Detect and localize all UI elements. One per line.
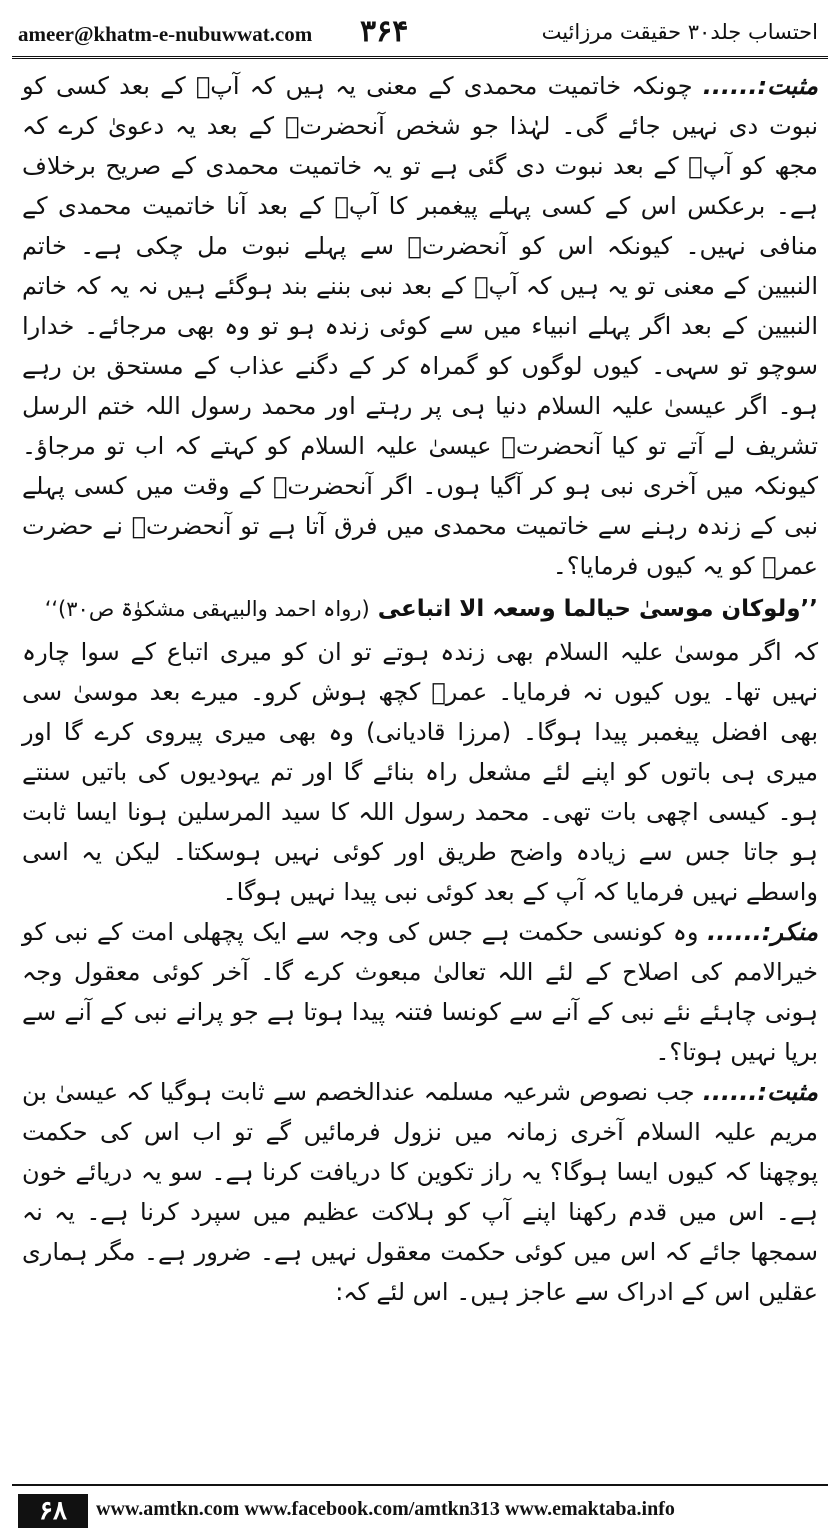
header-page-number: ۳۶۴ (360, 14, 409, 49)
speaker-label: مثبت:...... (702, 1078, 818, 1106)
arabic-quotation (22, 590, 818, 628)
page-body (22, 66, 818, 1312)
paragraph-text: وہ کونسی حکمت ہے جس کی وجہ سے ایک پچھلی امت کے نبی کو خیرالامم کی اصلاح کے لئے اللہ تعالیٰ مبعوث کرے گا۔ آخر کوئی معقول وجہ ہونی چاہئے نئے نبی کے آنے سے کونسا فتنہ پیدا ہوتا ہے جو پرانے نبی کے آنے سے برپا نہیں ہوتا؟۔ (22, 918, 818, 1066)
header-email: ameer@khatm-e-nubuwwat.com (18, 22, 313, 46)
paragraph-2 (22, 632, 818, 912)
header-book-title: احتساب جلد۳۰ حقیقت مرزائیت (541, 20, 818, 44)
paragraph-text: جب نصوص شرعیہ مسلمہ عندالخصم سے ثابت ہوگیا کہ عیسیٰ بن مریم علیہ السلام آخری زمانہ میں نزول فرمائیں گے تو اب اس کی حکمت پوچھنا کہ کیوں ایسا ہوگا؟ یہ راز تکوین کا دریافت کرنا ہے۔ سو یہ دریائے خون ہے۔ اس میں قدم رکھنا اپنے آپ کو ہلاکت عظیم میں سپرد کرنا ہے۔ یہ نہ سمجھا جائے کہ اس میں کوئی حکمت معقول نہیں ہے۔ ضرور ہے۔ مگر ہماری عقلیں اس کے ادراک سے عاجز ہیں۔ اس لئے کہ: (22, 1078, 818, 1306)
paragraph-4 (22, 1072, 818, 1312)
page-header (16, 14, 824, 54)
speaker-label: مثبت:...... (702, 72, 818, 100)
page-footer (12, 1484, 828, 1528)
footer-page-marker: ۶۸ (18, 1494, 88, 1528)
paragraph-3 (22, 912, 818, 1072)
quotation-reference: (رواہ احمد والبیہقی مشکوٰۃ ص۳۰)‘‘ (44, 597, 370, 621)
quotation-text: ’’ولوکان موسیٰ حیالما وسعہ الا اتباعی (377, 596, 818, 622)
footer-divider (12, 1484, 828, 1486)
header-divider (12, 56, 828, 59)
paragraph-text: کہ اگر موسیٰ علیہ السلام بھی زندہ ہوتے تو ان کو میری اتباع کے سوا چارہ نہیں تھا۔ یوں کیوں نہ فرمایا۔ عمرؓ کچھ ہوش کرو۔ میرے بعد موسیٰ سی بھی افضل پیغمبر پیدا ہوگا۔ (مرزا قادیانی) وہ بھی میری پیروی کرے گا اور میری ہی باتوں کو اپنے لئے مشعل راہ بنائے گا اور تم یہودیوں کی باتیں سنتے ہو۔ کیسی اچھی بات تھی۔ محمد رسول اللہ کا سید المرسلین ہونا ایسا ثابت ہو جاتا جس سے زیادہ واضح طریق اور کوئی نہیں ہوسکتا۔ لیکن یہ اسی واسطے نہیں فرمایا کہ آپ کے بعد کوئی نبی پیدا نہیں ہوگا۔ (22, 638, 818, 906)
paragraph-text: چونکہ خاتمیت محمدی کے معنی یہ ہیں کہ آپؐ کے بعد کسی کو نبوت دی نہیں جائے گی۔ لہٰذا جو شخص آنحضرتﷺ کے بعد یہ دعویٰ کرے کہ مجھ کو آپؐ کے بعد نبوت دی گئی ہے تو یہ خاتمیت محمدی کے صریح برخلاف ہے۔ برعکس اس کے کسی پہلے پیغمبر کا آپؐ کے بعد آنا خاتمیت محمدی کے منافی نہیں۔ کیونکہ اس کو آنحضرتﷺ سے پہلے نبوت مل چکی ہے۔ خاتم النبیین کے معنی تو یہ ہیں کہ آپؐ کے بعد نبی بننے بند ہوگئے ہیں نہ یہ کہ خاتم النبیین کے بعد اگر پہلے انبیاء میں سے کوئی زندہ ہو تو وہ بھی مرجائے۔ خدارا سوچو تو سہی۔ کیوں لوگوں کو گمراہ کر کے دگنے عذاب کے مستحق بن رہے ہو۔ اگر عیسیٰ علیہ السلام دنیا ہی پر رہتے اور محمد رسول اللہ ختم الرسل تشریف لے آتے تو کیا آنحضرتﷺ عیسیٰ علیہ السلام کو کہتے کہ اب تو مرجاؤ۔ کیونکہ میں آخری نبی ہو کر آگیا ہوں۔ اگر آنحضرتﷺ کے وقت میں کسی پہلے نبی کے زندہ رہنے سے خاتمیت محمدی میں فرق آتا ہے تو آنحضرتﷺ نے حضرت عمرؓ کو یہ کیوں فرمایا؟۔ (22, 72, 819, 580)
footer-links: www.amtkn.com www.facebook.com/amtkn313 www.emaktaba.info (96, 1498, 675, 1520)
speaker-label: منکر:...... (707, 918, 818, 946)
paragraph-1 (22, 66, 818, 586)
